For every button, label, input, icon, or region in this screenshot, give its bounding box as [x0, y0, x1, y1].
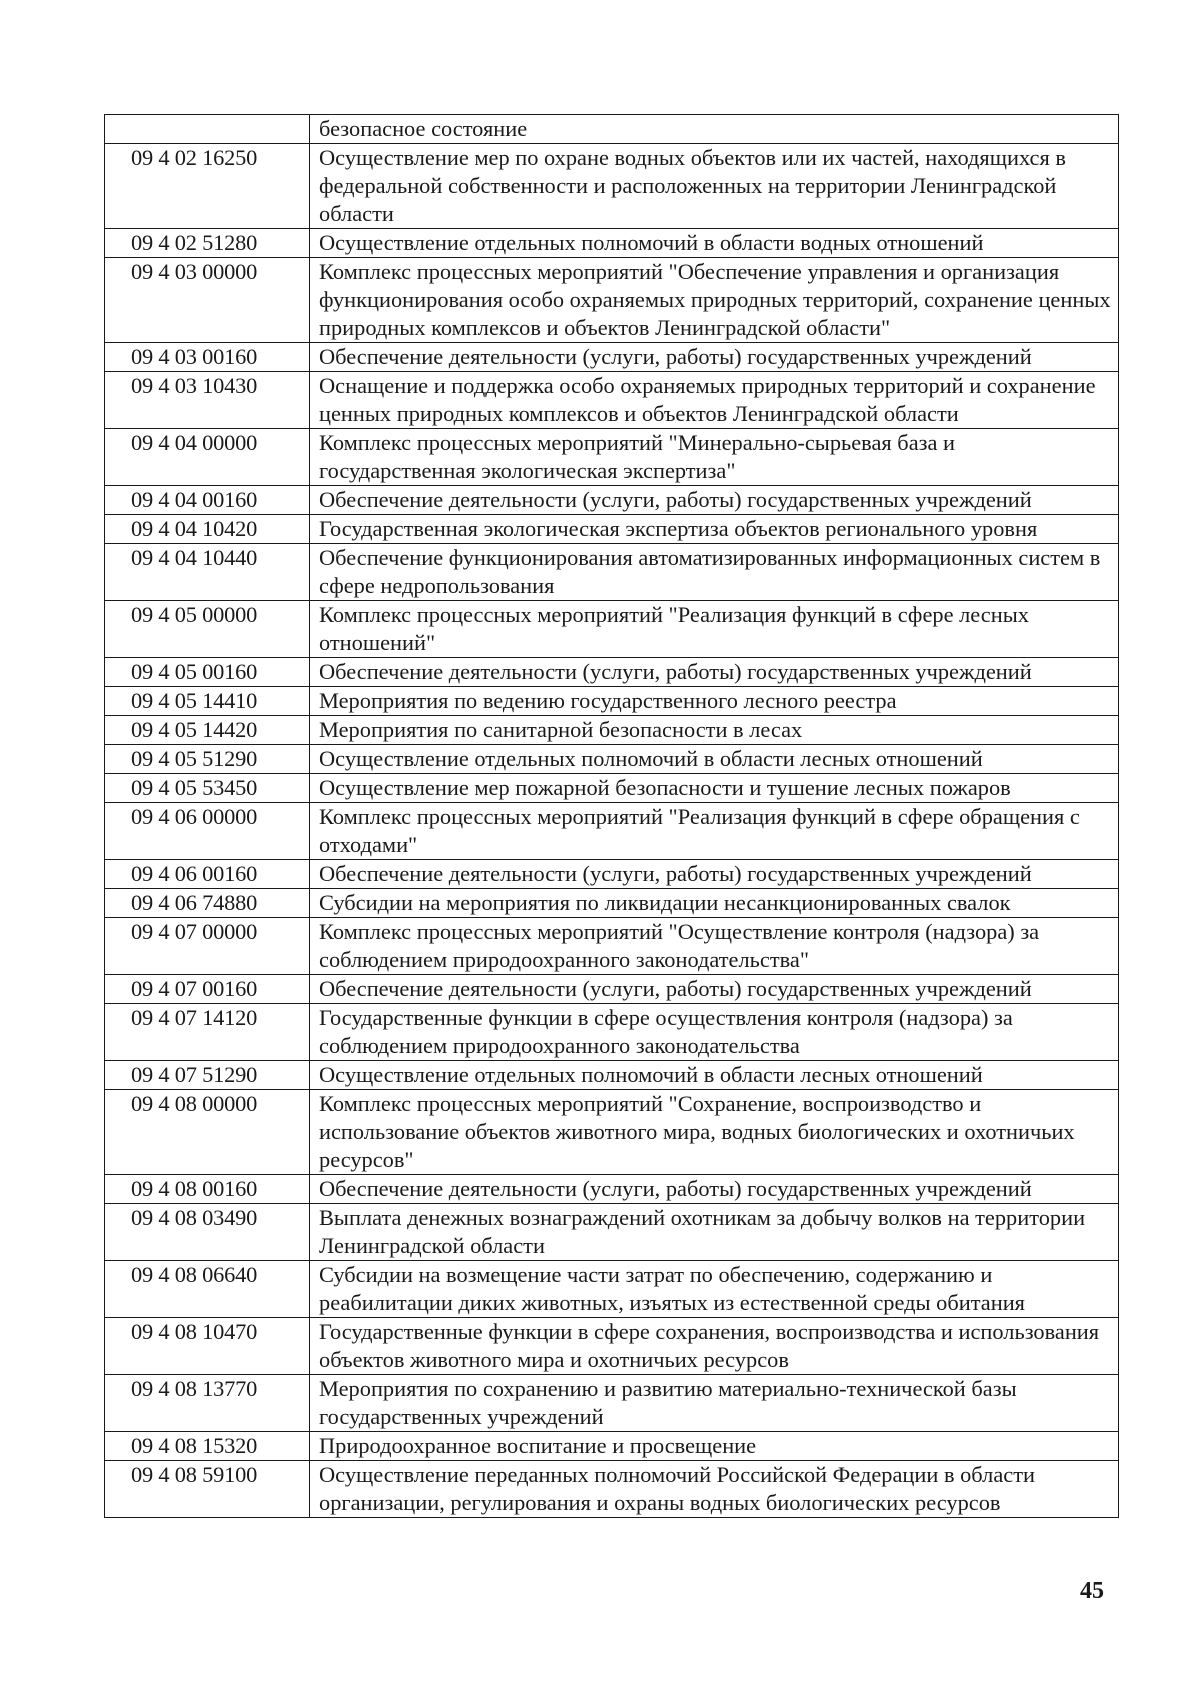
table-row	[105, 745, 1119, 774]
row-code: 09 4 08 06640	[105, 1261, 310, 1318]
row-code: 09 4 07 00160	[105, 975, 310, 1004]
table-row	[105, 1175, 1119, 1204]
row-description: Государственные функции в сфере осуществления контроля (надзора) за соблюдением природоохранного законодательства	[310, 1004, 1119, 1061]
row-code: 09 4 07 51290	[105, 1061, 310, 1090]
row-description: Комплекс процессных мероприятий "Реализация функций в сфере обращения с отходами"	[310, 803, 1119, 860]
row-description: Осуществление отдельных полномочий в области водных отношений	[310, 229, 1119, 258]
row-description: Субсидии на мероприятия по ликвидации несанкционированных свалок	[310, 889, 1119, 918]
table-row	[105, 774, 1119, 803]
row-code: 09 4 04 10440	[105, 544, 310, 601]
row-code: 09 4 06 00000	[105, 803, 310, 860]
row-description: Природоохранное воспитание и просвещение	[310, 1432, 1119, 1461]
table-row	[105, 716, 1119, 745]
row-description: Мероприятия по сохранению и развитию материально-технической базы государственных учреждений	[310, 1375, 1119, 1432]
table-row	[105, 918, 1119, 975]
row-description: Комплекс процессных мероприятий "Минерально-сырьевая база и государственная экологическая экспертиза"	[310, 429, 1119, 486]
row-description: Оснащение и поддержка особо охраняемых природных территорий и сохранение ценных природных комплексов и объектов Ленинградской области	[310, 372, 1119, 429]
row-description: Осуществление мер пожарной безопасности и тушение лесных пожаров	[310, 774, 1119, 803]
row-description: Комплекс процессных мероприятий "Сохранение, воспроизводство и использование объектов животного мира, водных биологических и охотничьих ресурсов"	[310, 1090, 1119, 1175]
row-description: Обеспечение деятельности (услуги, работы) государственных учреждений	[310, 343, 1119, 372]
row-code: 09 4 04 00160	[105, 486, 310, 515]
row-description: Обеспечение деятельности (услуги, работы) государственных учреждений	[310, 658, 1119, 687]
row-description: Мероприятия по ведению государственного лесного реестра	[310, 687, 1119, 716]
row-code: 09 4 05 53450	[105, 774, 310, 803]
row-description: Комплекс процессных мероприятий "Осуществление контроля (надзора) за соблюдением природоохранного законодательства"	[310, 918, 1119, 975]
table-row	[105, 1004, 1119, 1061]
row-description: Осуществление отдельных полномочий в области лесных отношений	[310, 1061, 1119, 1090]
table-row	[105, 429, 1119, 486]
table-row	[105, 372, 1119, 429]
row-description: Обеспечение деятельности (услуги, работы) государственных учреждений	[310, 486, 1119, 515]
row-code: 09 4 02 51280	[105, 229, 310, 258]
table-row	[105, 1261, 1119, 1318]
table-row	[105, 601, 1119, 658]
row-description: Обеспечение деятельности (услуги, работы) государственных учреждений	[310, 975, 1119, 1004]
table-row	[105, 1090, 1119, 1175]
row-description: Комплекс процессных мероприятий "Обеспечение управления и организация функционирования особо охраняемых природных территорий, сохранение ценных природных комплексов и объектов Ленинградской области"	[310, 258, 1119, 343]
table-row	[105, 258, 1119, 343]
table-row	[105, 1375, 1119, 1432]
row-code: 09 4 06 00160	[105, 860, 310, 889]
table-row	[105, 115, 1119, 144]
classification-table	[104, 114, 1119, 1518]
row-description: Обеспечение деятельности (услуги, работы) государственных учреждений	[310, 860, 1119, 889]
table-row	[105, 975, 1119, 1004]
row-code: 09 4 02 16250	[105, 144, 310, 229]
row-code: 09 4 06 74880	[105, 889, 310, 918]
table-row	[105, 1204, 1119, 1261]
table-row	[105, 803, 1119, 860]
row-code: 09 4 04 00000	[105, 429, 310, 486]
table-row	[105, 1432, 1119, 1461]
row-code: 09 4 03 00000	[105, 258, 310, 343]
row-code: 09 4 04 10420	[105, 515, 310, 544]
row-code: 09 4 05 14420	[105, 716, 310, 745]
row-code: 09 4 03 10430	[105, 372, 310, 429]
row-code	[105, 115, 310, 144]
row-description: Государственная экологическая экспертиза объектов регионального уровня	[310, 515, 1119, 544]
row-description: Обеспечение функционирования автоматизированных информационных систем в сфере недропользования	[310, 544, 1119, 601]
table-body	[105, 115, 1119, 1518]
page-number: 45	[1080, 1578, 1104, 1604]
row-code: 09 4 08 03490	[105, 1204, 310, 1261]
row-description: Обеспечение деятельности (услуги, работы) государственных учреждений	[310, 1175, 1119, 1204]
table-row	[105, 229, 1119, 258]
row-code: 09 4 05 51290	[105, 745, 310, 774]
table-row	[105, 1061, 1119, 1090]
table-row	[105, 1318, 1119, 1375]
row-description: Выплата денежных вознаграждений охотникам за добычу волков на территории Ленинградской области	[310, 1204, 1119, 1261]
row-description: Осуществление отдельных полномочий в области лесных отношений	[310, 745, 1119, 774]
row-code: 09 4 07 14120	[105, 1004, 310, 1061]
row-code: 09 4 07 00000	[105, 918, 310, 975]
row-description: Государственные функции в сфере сохранения, воспроизводства и использования объектов животного мира и охотничьих ресурсов	[310, 1318, 1119, 1375]
table-row	[105, 860, 1119, 889]
table-row	[105, 658, 1119, 687]
table-row	[105, 1461, 1119, 1518]
row-code: 09 4 08 59100	[105, 1461, 310, 1518]
row-description: Мероприятия по санитарной безопасности в лесах	[310, 716, 1119, 745]
row-description: Субсидии на возмещение части затрат по обеспечению, содержанию и реабилитации диких животных, изъятых из естественной среды обитания	[310, 1261, 1119, 1318]
row-code: 09 4 08 15320	[105, 1432, 310, 1461]
row-description: безопасное состояние	[310, 115, 1119, 144]
row-code: 09 4 03 00160	[105, 343, 310, 372]
table-row	[105, 515, 1119, 544]
row-description: Осуществление переданных полномочий Российской Федерации в области организации, регулирования и охраны водных биологических ресурсов	[310, 1461, 1119, 1518]
table-row	[105, 687, 1119, 716]
row-code: 09 4 08 10470	[105, 1318, 310, 1375]
row-code: 09 4 05 14410	[105, 687, 310, 716]
row-code: 09 4 08 00000	[105, 1090, 310, 1175]
row-description: Осуществление мер по охране водных объектов или их частей, находящихся в федеральной собственности и расположенных на территории Ленинградской области	[310, 144, 1119, 229]
row-description: Комплекс процессных мероприятий "Реализация функций в сфере лесных отношений"	[310, 601, 1119, 658]
row-code: 09 4 08 00160	[105, 1175, 310, 1204]
table-row	[105, 889, 1119, 918]
row-code: 09 4 08 13770	[105, 1375, 310, 1432]
table-row	[105, 486, 1119, 515]
row-code: 09 4 05 00160	[105, 658, 310, 687]
table-row	[105, 544, 1119, 601]
row-code: 09 4 05 00000	[105, 601, 310, 658]
table-row	[105, 144, 1119, 229]
table-row	[105, 343, 1119, 372]
